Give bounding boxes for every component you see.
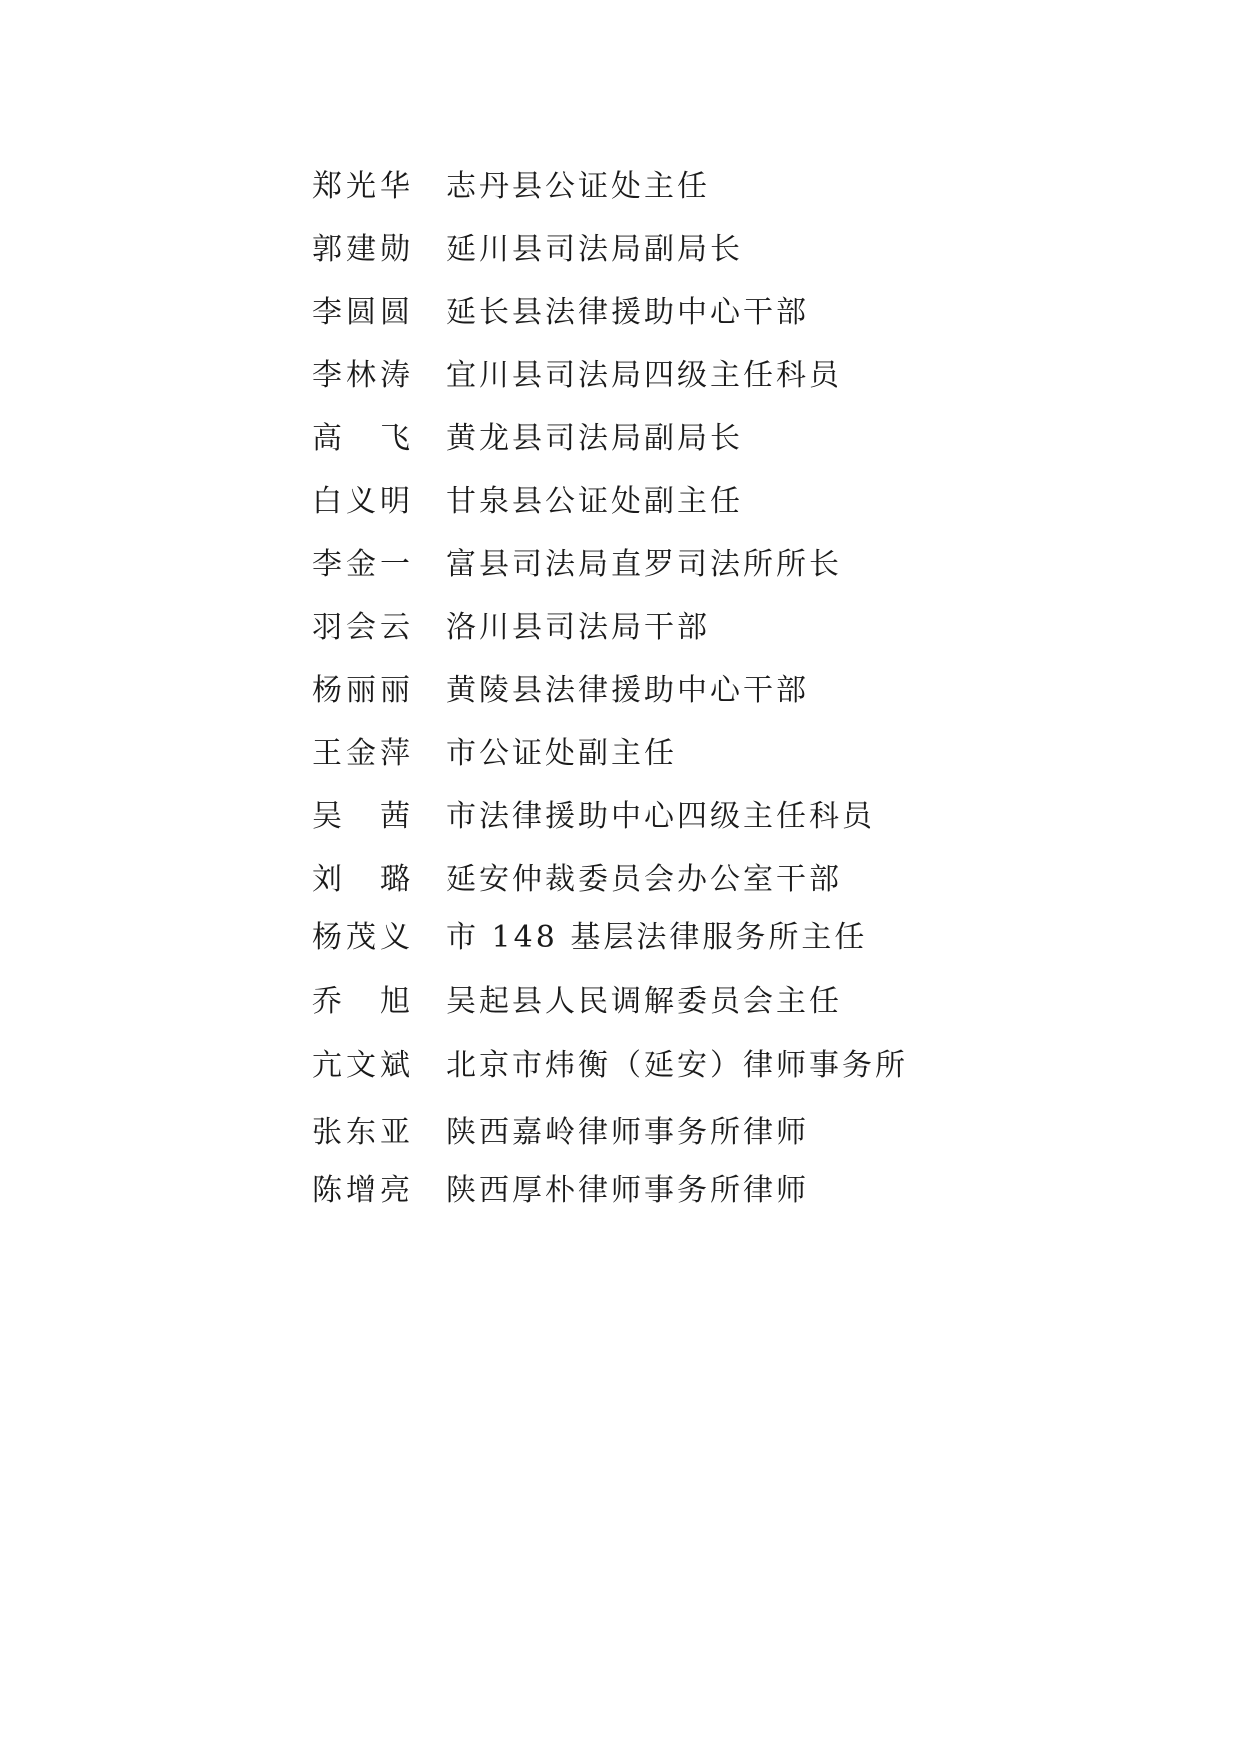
person-title: 市公证处副主任	[446, 736, 677, 771]
list-item	[312, 539, 842, 583]
list-item	[312, 1107, 809, 1151]
person-name: 高 飞	[312, 421, 414, 456]
person-name: 刘 璐	[312, 862, 414, 897]
person-name: 王金萍	[312, 736, 414, 771]
person-name: 陈增亮	[312, 1173, 414, 1208]
person-name: 杨茂义	[312, 920, 414, 955]
list-item	[312, 161, 710, 205]
person-name: 亢文斌	[312, 1048, 414, 1083]
person-name: 乔 旭	[312, 984, 414, 1019]
person-name: 郑光华	[312, 169, 414, 204]
person-title: 黄龙县司法局副局长	[446, 421, 743, 456]
list-item	[312, 976, 842, 1020]
list-item	[312, 224, 743, 268]
person-title: 市法律援助中心四级主任科员	[446, 799, 875, 834]
list-item	[312, 791, 875, 835]
person-name: 郭建勋	[312, 232, 414, 267]
list-item	[312, 476, 743, 520]
person-name: 李圆圆	[312, 295, 414, 330]
person-title: 陕西嘉岭律师事务所律师	[446, 1115, 809, 1150]
person-name: 白义明	[312, 484, 414, 519]
list-item	[312, 665, 809, 709]
list-item	[312, 1165, 809, 1209]
person-name: 李金一	[312, 547, 414, 582]
list-item	[312, 350, 842, 394]
person-title: 北京市炜衡（延安）律师事务所	[446, 1048, 908, 1083]
person-title: 志丹县公证处主任	[446, 169, 710, 204]
person-title: 市 148 基层法律服务所主任	[446, 920, 868, 955]
person-name: 吴 茜	[312, 799, 414, 834]
person-name: 李林涛	[312, 358, 414, 393]
list-item	[312, 287, 809, 331]
person-title: 延川县司法局副局长	[446, 232, 743, 267]
list-item	[312, 602, 710, 646]
list-item	[312, 912, 867, 956]
person-title: 宜川县司法局四级主任科员	[446, 358, 842, 393]
person-title: 甘泉县公证处副主任	[446, 484, 743, 519]
list-item	[312, 728, 677, 772]
person-title: 洛川县司法局干部	[446, 610, 710, 645]
person-title: 富县司法局直罗司法所所长	[446, 547, 842, 582]
person-title: 陕西厚朴律师事务所律师	[446, 1173, 809, 1208]
person-title: 黄陵县法律援助中心干部	[446, 673, 809, 708]
list-item	[312, 854, 842, 898]
person-name: 羽会云	[312, 610, 414, 645]
person-title: 延长县法律援助中心干部	[446, 295, 809, 330]
list-item	[312, 413, 743, 457]
list-item	[312, 1040, 908, 1084]
person-name: 张东亚	[312, 1115, 414, 1150]
person-name: 杨丽丽	[312, 673, 414, 708]
person-title: 吴起县人民调解委员会主任	[446, 984, 842, 1019]
person-title: 延安仲裁委员会办公室干部	[446, 862, 842, 897]
